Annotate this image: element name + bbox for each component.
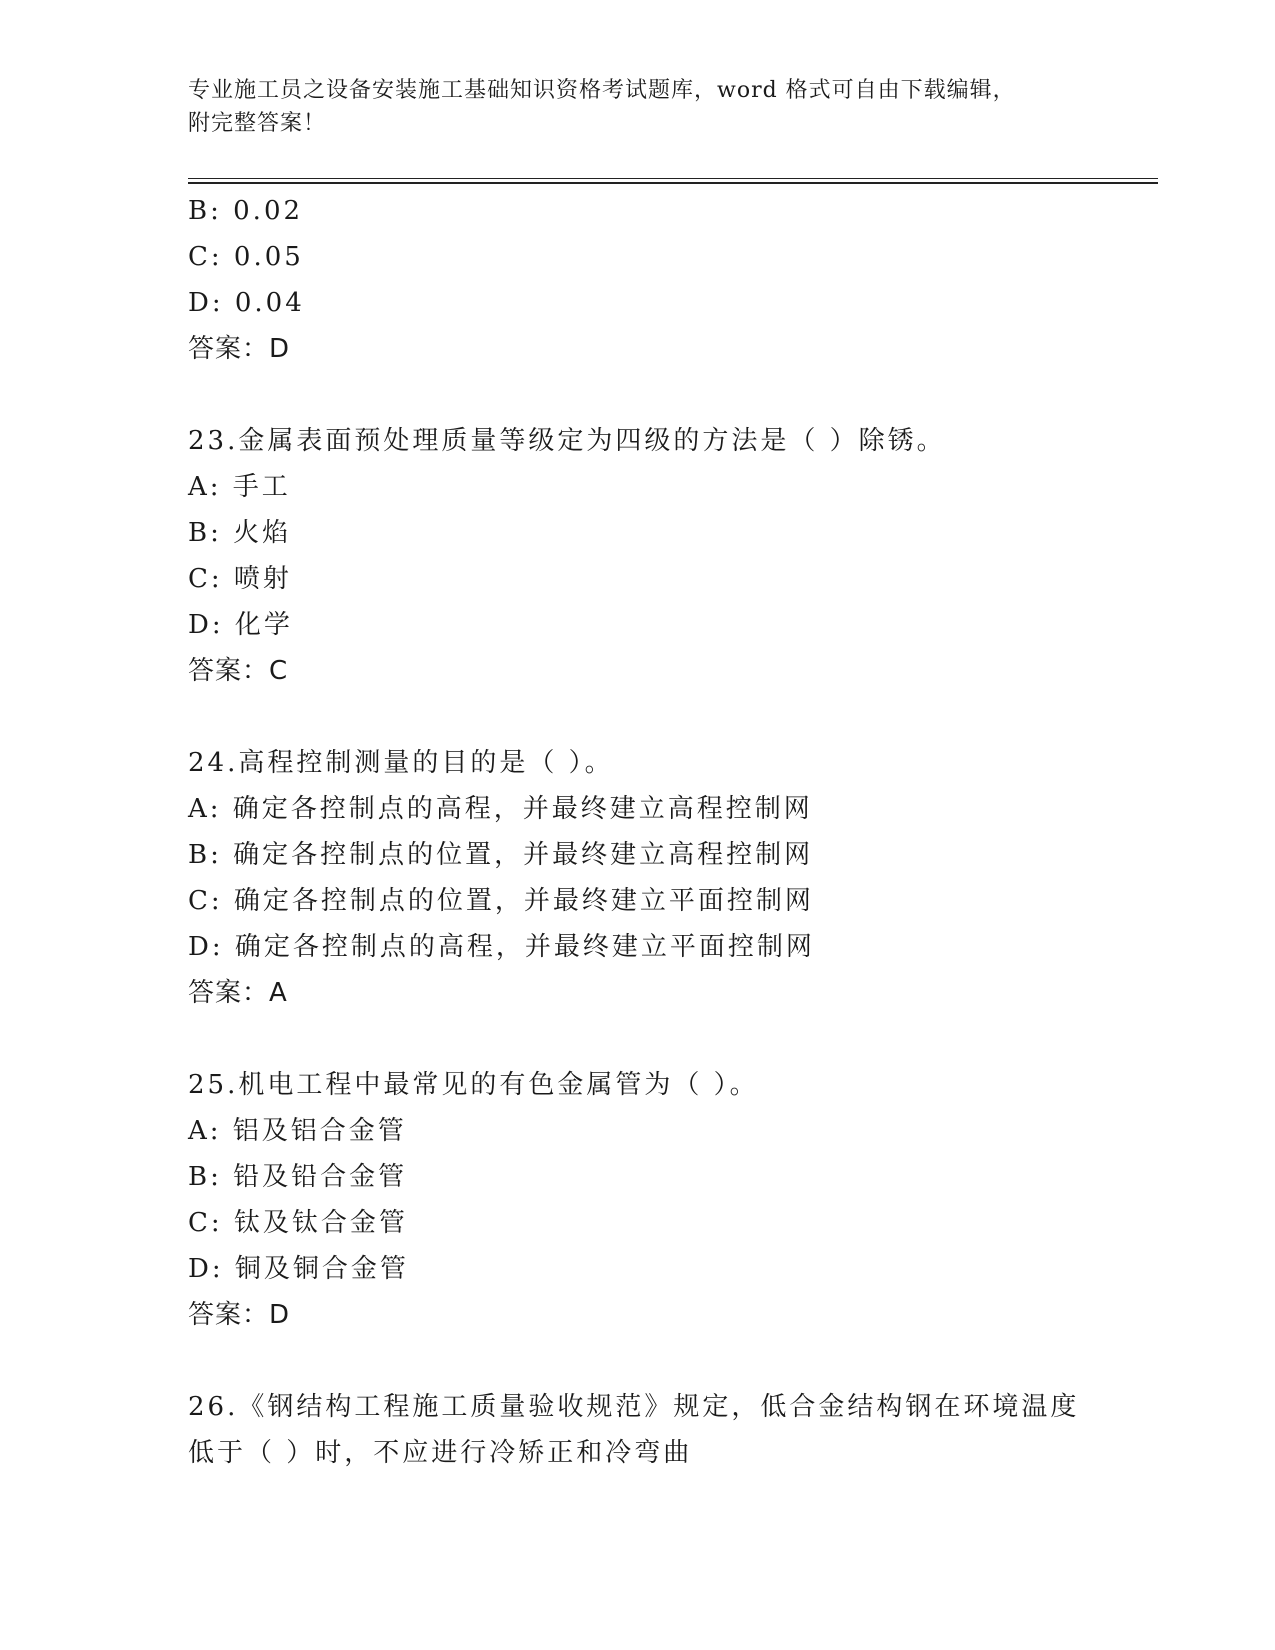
option-c: C: 0.05 [188,242,304,272]
option-c: C: 喷射 [188,564,292,594]
option-d: D: 确定各控制点的高程，并最终建立平面控制网 [188,932,815,962]
question-text: 23.金属表面预处理质量等级定为四级的方法是（ ）除锈。 [188,426,946,456]
question-23 [188,418,1168,694]
option-a: A: 手工 [188,472,291,502]
question-text-line-1: 26.《钢结构工程施工质量验收规范》规定，低合金结构钢在环境温度 [188,1392,1080,1422]
answer: 答案：D [188,1300,291,1330]
answer: 答案：C [188,656,289,686]
question-list [188,188,1168,1476]
option-c: C: 钛及钛合金管 [188,1208,408,1238]
question-text-line-2: 低于（ ）时，不应进行冷矫正和冷弯曲 [188,1438,693,1468]
header-divider-thick [188,182,1158,184]
option-b: B: 火焰 [188,518,292,548]
option-a: A: 确定各控制点的高程，并最终建立高程控制网 [188,794,813,824]
header-line-1: 专业施工员之设备安装施工基础知识资格考试题库，word 格式可自由下载编辑， [188,78,1016,103]
document-header [188,74,1088,140]
option-d: D: 0.04 [188,288,305,318]
option-b: B: 铅及铅合金管 [188,1162,408,1192]
option-d: D: 化学 [188,610,293,640]
question-25 [188,1062,1168,1338]
question-26 [188,1384,1168,1476]
option-c: C: 确定各控制点的位置，并最终建立平面控制网 [188,886,814,916]
option-a: A: 铝及铝合金管 [188,1116,407,1146]
option-d: D: 铜及铜合金管 [188,1254,409,1284]
answer: 答案：A [188,978,288,1008]
question-24 [188,740,1168,1016]
question-text: 25.机电工程中最常见的有色金属管为（ ）。 [188,1070,759,1100]
option-b: B: 确定各控制点的位置，并最终建立高程控制网 [188,840,814,870]
header-divider-thin [188,178,1158,179]
question-text: 24.高程控制测量的目的是（ ）。 [188,748,614,778]
answer: 答案：D [188,334,291,364]
question-22 [188,188,1168,372]
spacer [188,372,1168,418]
header-line-2: 附完整答案！ [188,111,327,136]
option-b: B: 0.02 [188,196,304,226]
spacer [188,1016,1168,1062]
spacer [188,694,1168,740]
spacer [188,1338,1168,1384]
